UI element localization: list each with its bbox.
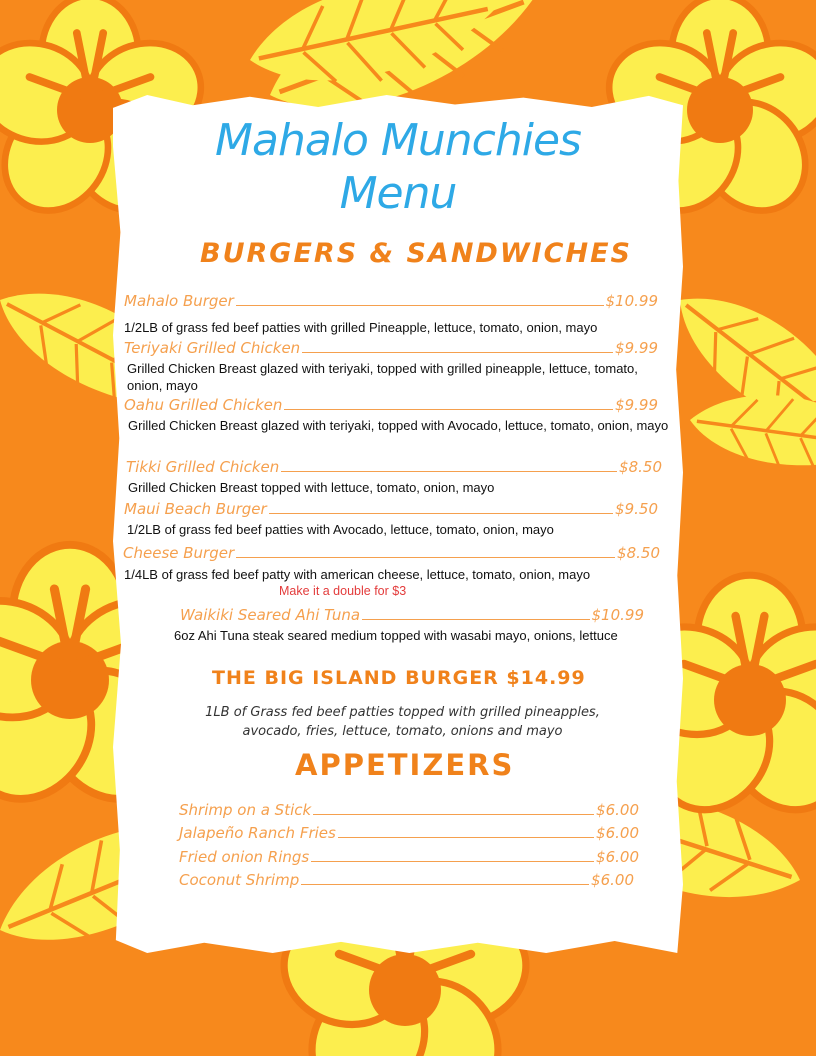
big-island-description: 1LB of Grass fed beef patties topped with grilled pineapples, avocado, fries, lettuce, tomato, onions and mayo	[205, 705, 600, 739]
menu-item-mahalo-burger	[124, 292, 658, 310]
item-price: $6.00	[596, 801, 639, 819]
appetizer-jalapeno-ranch-fries	[179, 824, 639, 842]
menu-title-line1: Mahalo Munchies	[215, 115, 581, 166]
big-island-title: THE BIG ISLAND BURGER $14.99	[212, 667, 586, 689]
item-price: $6.00	[596, 848, 639, 866]
item-name: Mahalo Burger	[124, 292, 234, 310]
item-description: 1/2LB of grass fed beef patties with grilled Pineapple, lettuce, tomato, onion, mayo	[124, 320, 598, 335]
item-price: $10.99	[605, 292, 658, 310]
item-price: $6.00	[591, 871, 634, 889]
item-name: Jalapeño Ranch Fries	[179, 824, 336, 842]
menu-item-cheese-burger	[123, 544, 660, 562]
menu-item-maui-beach-burger	[124, 500, 658, 518]
menu-item-oahu-grilled-chicken	[124, 396, 658, 414]
item-description: Grilled Chicken Breast topped with lettuce, tomato, onion, mayo	[128, 480, 495, 495]
item-price: $10.99	[591, 606, 644, 624]
item-price: $8.50	[619, 458, 662, 476]
appetizer-coconut-shrimp	[179, 871, 634, 889]
item-name: Shrimp on a Stick	[179, 801, 312, 819]
menu-title-line2: Menu	[339, 168, 457, 219]
appetizers-heading: APPETIZERS	[295, 748, 515, 782]
item-price: $9.99	[615, 396, 658, 414]
item-price: $9.50	[615, 500, 658, 518]
menu-item-tikki-grilled-chicken	[126, 458, 662, 476]
item-price: $8.50	[617, 544, 660, 562]
item-description: Grilled Chicken Breast glazed with teriyaki, topped with grilled pineapple, lettuce, tomato, onion, mayo	[127, 361, 638, 393]
item-name: Fried onion Rings	[179, 848, 310, 866]
appetizer-shrimp-on-a-stick	[179, 801, 639, 819]
item-name: Cheese Burger	[123, 544, 235, 562]
item-description: 1/4LB of grass fed beef patty with american cheese, lettuce, tomato, onion, mayo	[124, 567, 591, 582]
item-name: Teriyaki Grilled Chicken	[124, 339, 301, 357]
appetizer-fried-onion-rings	[179, 848, 639, 866]
item-name: Maui Beach Burger	[124, 500, 267, 518]
item-price: $9.99	[615, 339, 658, 357]
item-name: Tikki Grilled Chicken	[126, 458, 280, 476]
item-price: $6.00	[596, 824, 639, 842]
burgers-heading: BURGERS & SANDWICHES	[200, 238, 632, 269]
item-description: 6oz Ahi Tuna steak seared medium topped with wasabi mayo, onions, lettuce	[174, 628, 618, 643]
item-name: Oahu Grilled Chicken	[124, 396, 283, 414]
menu-item-waikiki-seared-ahi-tuna	[180, 606, 644, 624]
item-description: 1/2LB of grass fed beef patties with Avocado, lettuce, tomato, onion, mayo	[127, 522, 554, 537]
item-name: Coconut Shrimp	[179, 871, 300, 889]
menu-item-teriyaki-grilled-chicken	[124, 339, 658, 357]
item-description: Grilled Chicken Breast glazed with teriyaki, topped with Avocado, lettuce, tomato, onion, mayo	[128, 418, 669, 433]
double-note: Make it a double for $3	[279, 584, 407, 598]
item-name: Waikiki Seared Ahi Tuna	[180, 606, 361, 624]
